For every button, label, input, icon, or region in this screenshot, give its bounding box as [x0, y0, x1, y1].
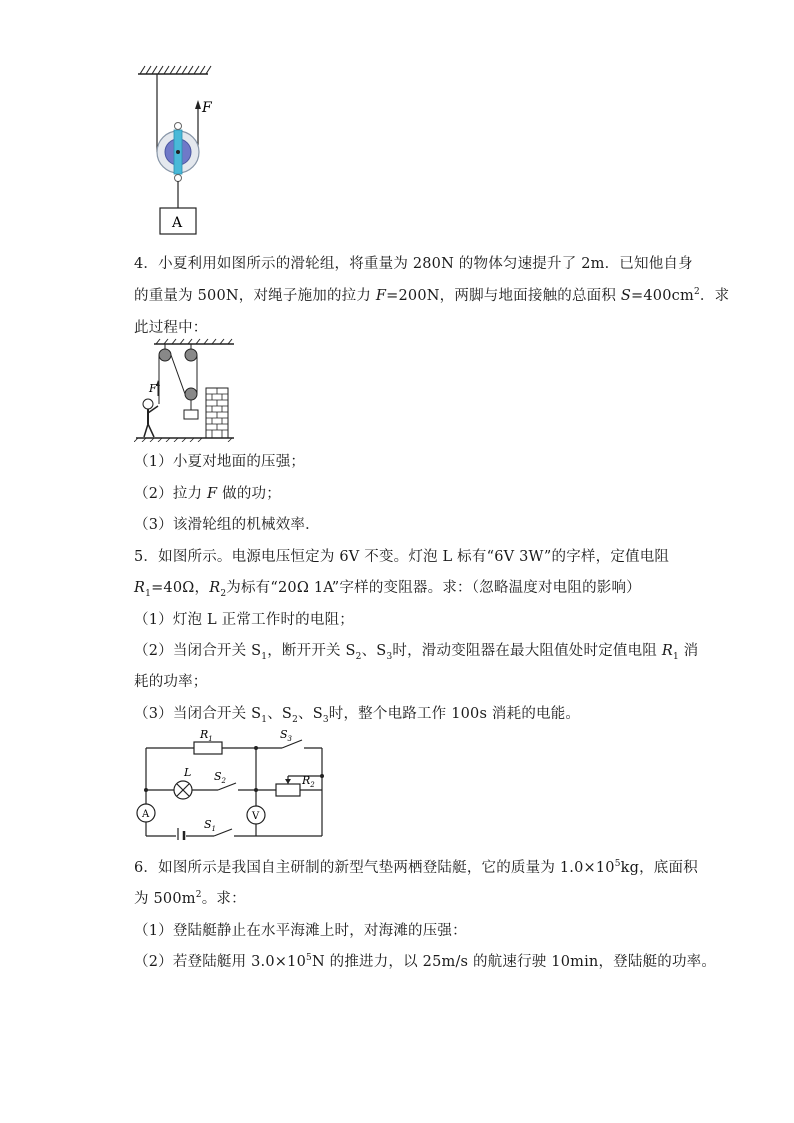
q4-line3: 此过程中：: [134, 320, 208, 336]
circuit-diagram: [134, 728, 334, 840]
q4-part3: （3）该滑轮组的机械效率．: [134, 517, 320, 533]
q5-part2-cont: 耗的功率；: [134, 674, 208, 690]
q5-part1: （1）灯泡 L 正常工作时的电阻；: [134, 612, 354, 628]
s3-label: $S_3$: [280, 728, 293, 743]
pulley-figure-single: [130, 62, 230, 240]
voltmeter-label: V: [252, 811, 260, 822]
force-label-f: F: [202, 100, 212, 116]
block-label-a: A: [172, 215, 183, 231]
q4-line2: 的重量为 500N，对绳子施加的拉力 F=200N，两脚与地面接触的总面积 $S=400cm^2$．求: [134, 287, 730, 304]
q5-part2: （2）当闭合开关 $S_1$，断开开关 $S_2$、$S_3$时，滑动变阻器在最大阻值处时定值电阻 $R_1$ 消: [134, 643, 699, 662]
s1-label: $S_1$: [204, 818, 217, 833]
q4-part2: （2）拉力 F 做的功；: [134, 486, 281, 502]
q5-part3: （3）当闭合开关 $S_1$、$S_2$、$S_3$时，整个电路工作 100s 消耗的电能。: [134, 706, 581, 725]
q5-line2: $R_1=40\Omega$，$R_2$为标有“20Ω 1A”字样的变阻器。求：（忽略温度对电阻的影响）: [134, 580, 641, 599]
r1-label: $R_1$: [200, 728, 213, 743]
q6-part1: （1）登陆艇静止在水平海滩上时，对海滩的压强：: [134, 923, 467, 939]
r2-label: $R_2$: [302, 774, 315, 789]
q4-line1: 4．小夏利用如图所示的滑轮组，将重量为 280N 的物体匀速提升了 2m．已知他自身: [134, 256, 693, 272]
lamp-label: L: [184, 766, 192, 779]
pulley-figure-person: [134, 338, 238, 442]
s2-label: $S_2$: [214, 770, 227, 785]
ammeter-label: A: [142, 809, 150, 820]
q6-line1: 6．如图所示是我国自主研制的新型气垫两栖登陆艇，它的质量为 $1.0\times 10^5kg$，底面积: [134, 859, 698, 876]
q4-part1: （1）小夏对地面的压强；: [134, 454, 306, 470]
q6-part2: （2）若登陆艇用 $3.0\times 10^5N$ 的推进力，以 25m/s 的航速行驶 10min，登陆艇的功率。: [134, 953, 717, 970]
q5-line1: 5．如图所示。电源电压恒定为 6V 不变。灯泡 L 标有“6V 3W”的字样，定值电阻: [134, 549, 670, 565]
force-label-f2: F: [149, 382, 157, 395]
q6-line2: 为 $500m^2$。求：: [134, 890, 246, 907]
